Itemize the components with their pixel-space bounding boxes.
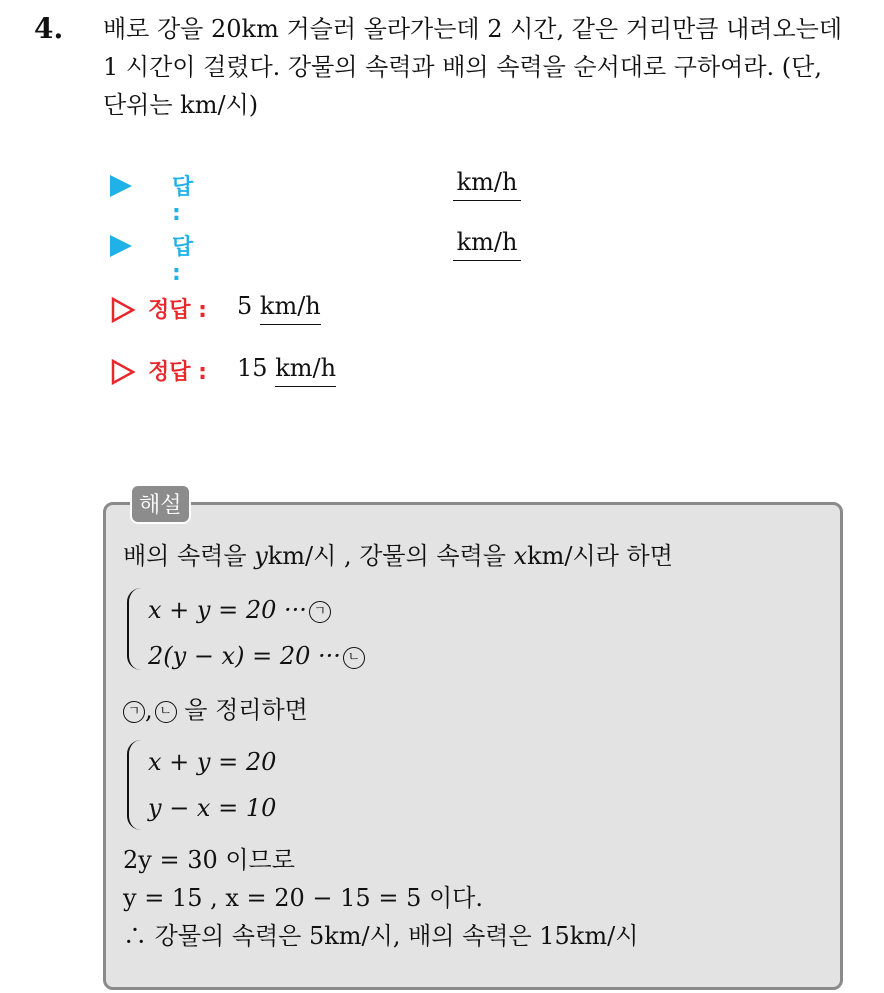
correct-value <box>237 292 321 325</box>
solution-intro <box>123 540 673 572</box>
var-x: x <box>513 542 528 570</box>
solution-text: km/시 , 강물의 속력을 <box>267 542 514 570</box>
system1-eq1: x + y = 20 ··· ㄱ <box>148 594 331 626</box>
answer-label: 답 : <box>172 175 194 226</box>
correct-row-2 <box>110 352 337 392</box>
question-text <box>103 10 863 124</box>
system-brace <box>127 588 143 670</box>
system2-eq1: x + y = 20 <box>148 748 277 776</box>
outline-triangle-icon <box>110 297 136 323</box>
answer-row-1 <box>110 166 518 226</box>
correct-label: 정답 : <box>148 360 207 385</box>
solution-text: km/시라 하면 <box>527 542 673 570</box>
circled-mark: ㄴ <box>343 647 365 669</box>
solution-tag: 해설 <box>130 484 191 524</box>
correct-unit: km/h <box>260 292 321 325</box>
var-y: y <box>254 542 268 570</box>
answer-label: 답 : <box>172 235 194 286</box>
outline-triangle-icon <box>110 359 136 385</box>
correct-row-1 <box>110 290 321 330</box>
solution-text: 을 정리하면 <box>176 696 308 724</box>
question-line: 배로 강을 20km 거슬러 올라가는데 2 시간, 같은 거리만큼 내려오는데 <box>103 15 842 43</box>
solution-conclusion: ∴ 강물의 속력은 5km/시, 배의 속력은 15km/시 <box>123 922 639 950</box>
solution-line-y15: y = 15 , x = 20 − 15 = 5 이다. <box>123 884 483 912</box>
circled-mark: ㄴ <box>155 701 177 723</box>
question-number: 4. <box>34 12 64 45</box>
system2-eq2: y − x = 10 <box>148 794 277 822</box>
circled-mark: ㄱ <box>309 601 331 623</box>
solution-mid: ㄱ , ㄴ 을 정리하면 <box>123 694 308 726</box>
answer-blank[interactable]: km/h <box>453 228 521 261</box>
correct-number: 15 <box>237 354 268 382</box>
question-line: 1 시간이 걸렸다. 강물의 속력과 배의 속력을 순서대로 구하여라. (단, <box>103 53 822 81</box>
circled-mark: ㄱ <box>123 701 145 723</box>
play-triangle-icon <box>110 175 132 197</box>
solution-text: 배의 속력을 <box>123 542 255 570</box>
correct-value <box>237 354 336 387</box>
system-brace <box>127 740 143 830</box>
correct-unit: km/h <box>275 354 336 387</box>
correct-number: 5 <box>237 292 253 320</box>
answer-row-2 <box>110 226 518 286</box>
correct-label: 정답 : <box>148 298 207 323</box>
system1-eq2: 2(y − x) = 20 ··· ㄴ <box>148 640 365 672</box>
question-line: 단위는 km/시) <box>103 91 259 119</box>
play-triangle-icon <box>110 235 132 257</box>
answer-blank[interactable]: km/h <box>453 168 521 201</box>
solution-line-2y: 2y = 30 이므로 <box>123 846 295 874</box>
